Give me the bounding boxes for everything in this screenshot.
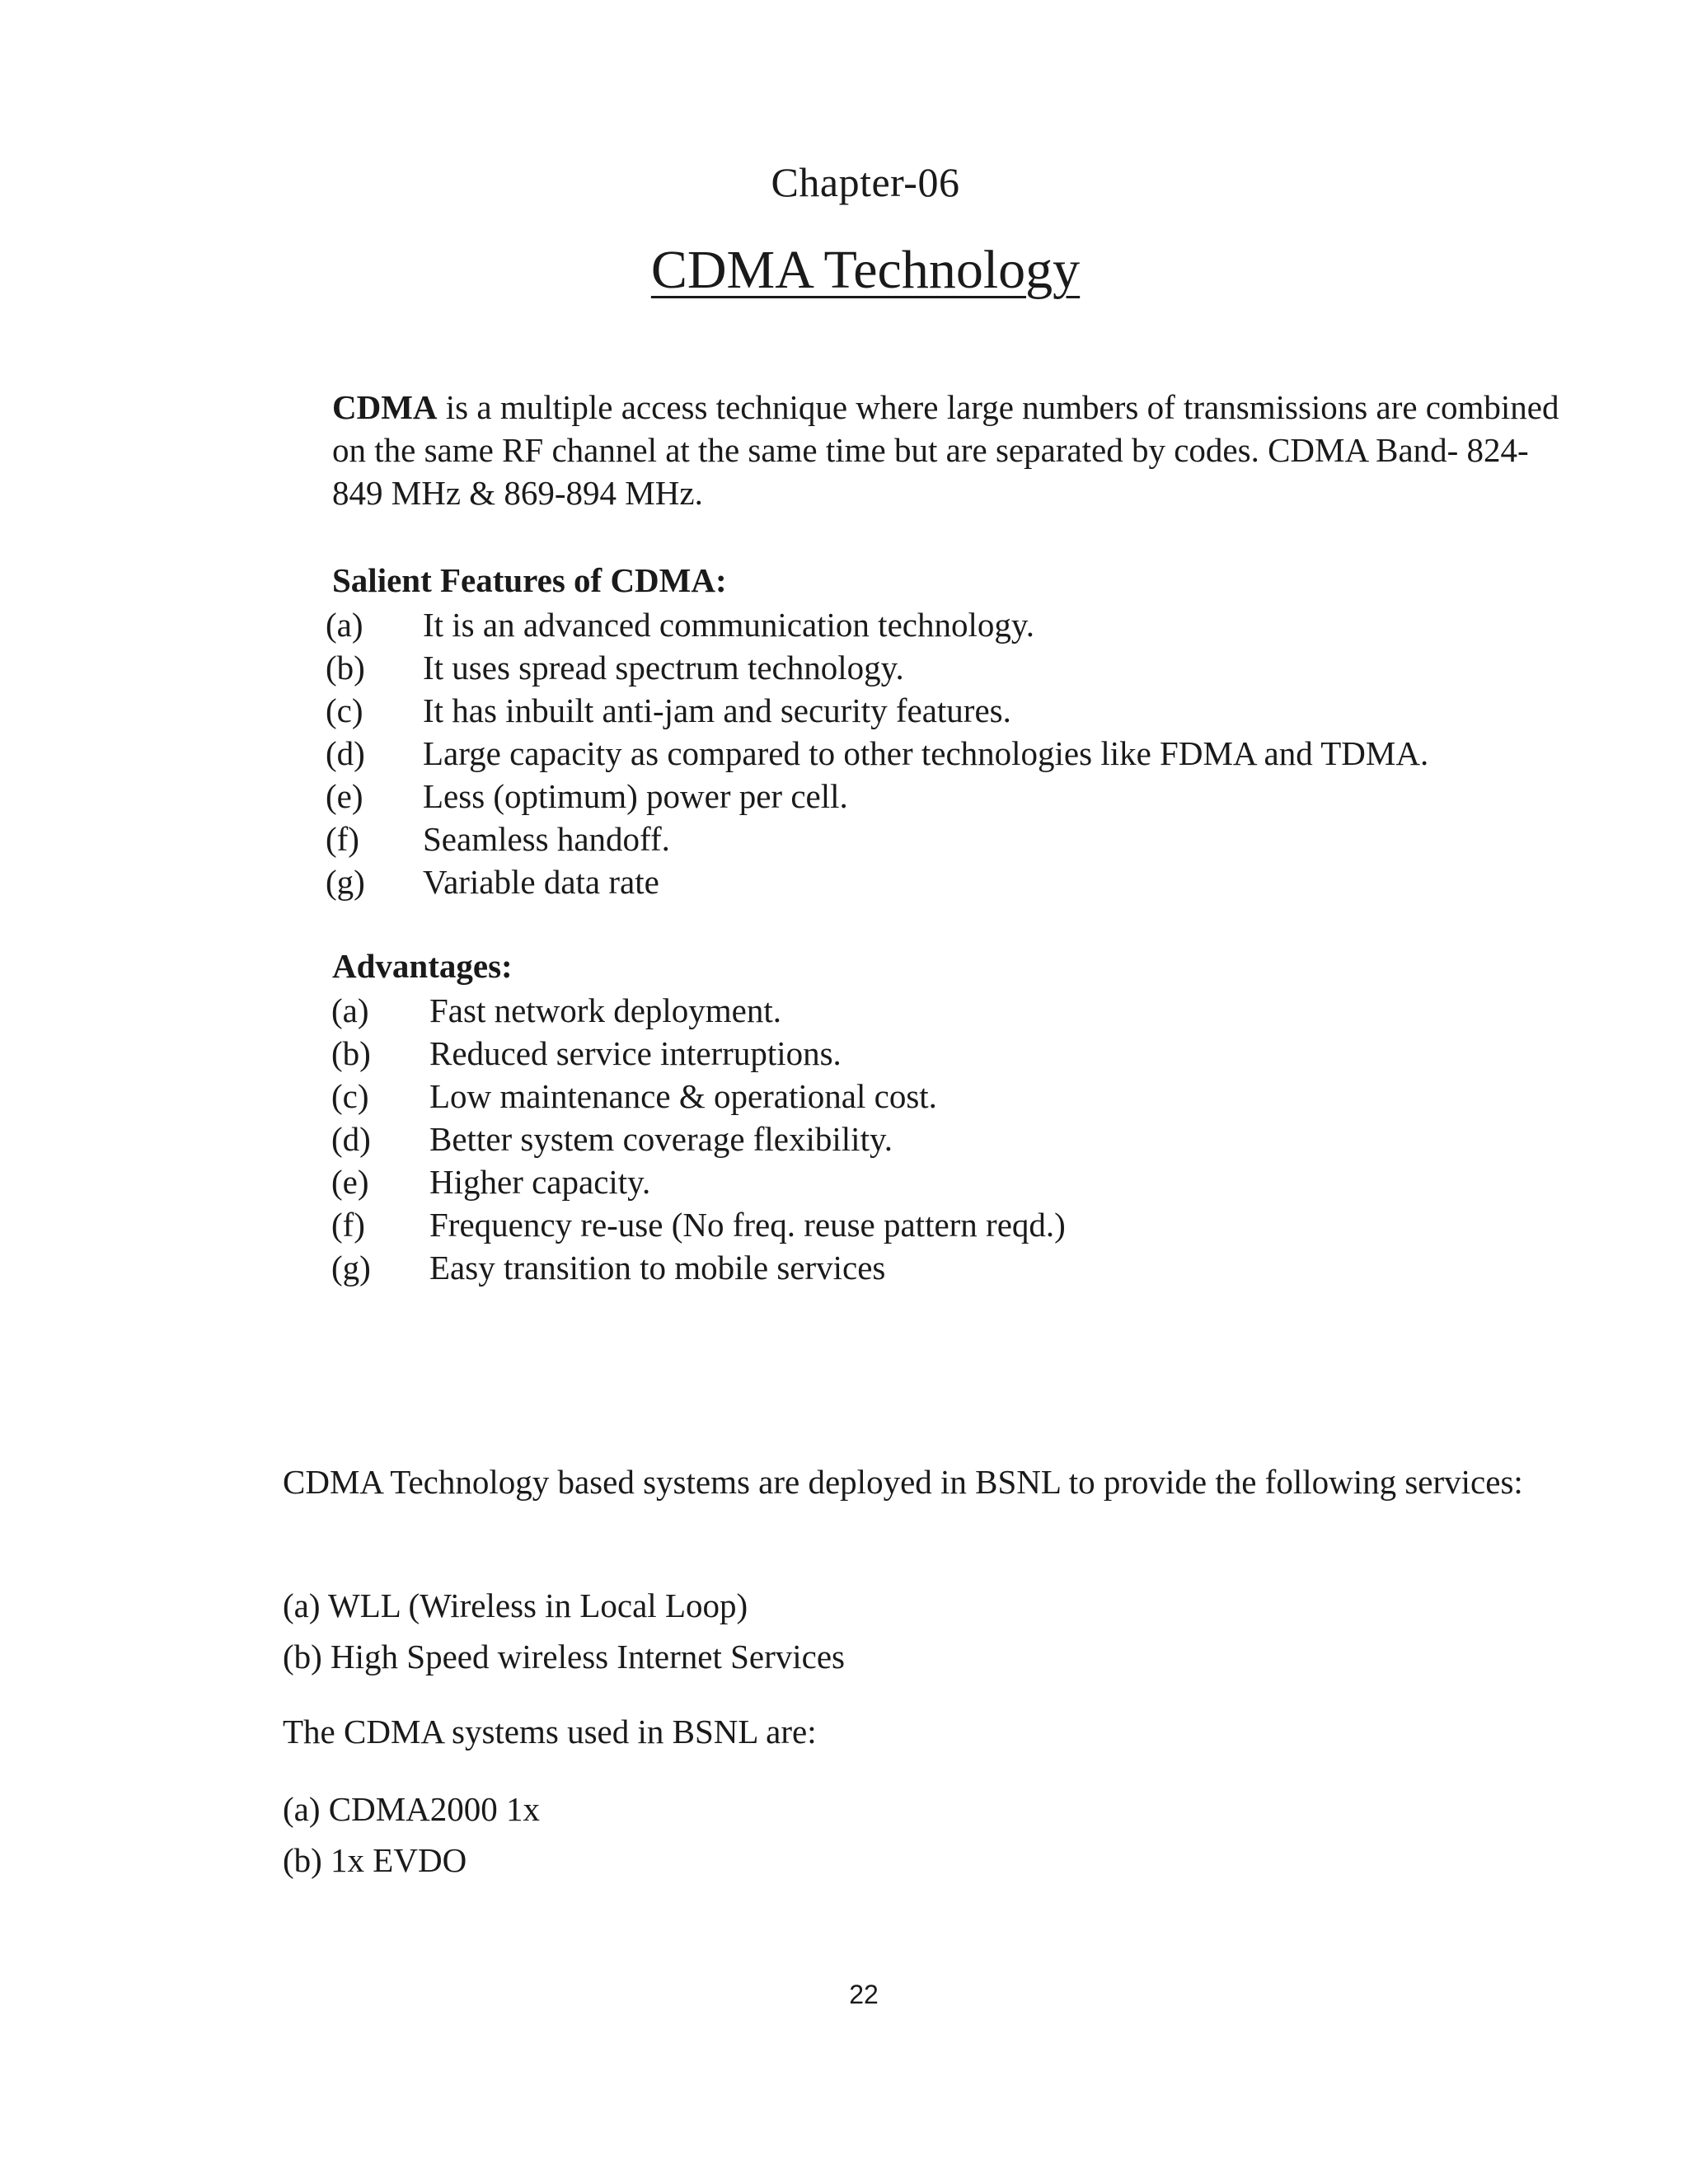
list-item — [326, 1118, 1066, 1160]
list-item — [326, 1203, 1066, 1246]
salient-features-list — [326, 603, 1428, 903]
list-marker: (a) — [331, 991, 369, 1029]
list-item-text: It is an advanced communication technology. — [423, 606, 1034, 644]
list-marker: (c) — [331, 1077, 369, 1115]
list-marker: (e) — [331, 1163, 369, 1201]
list-item — [326, 1160, 1066, 1203]
list-marker: (d) — [326, 734, 365, 772]
list-item — [326, 775, 1428, 818]
list-item: (a) CDMA2000 1x — [283, 1790, 541, 1828]
page-number: 22 — [849, 1980, 879, 2009]
systems-intro: The CDMA systems used in BSNL are: — [283, 1713, 817, 1750]
advantages-heading: Advantages: — [332, 947, 513, 985]
intro-term: CDMA — [332, 388, 438, 426]
list-item — [326, 646, 1428, 689]
list-item-text: Seamless handoff. — [423, 820, 670, 858]
list-item-text: Variable data rate — [423, 863, 659, 901]
salient-features-heading: Salient Features of CDMA: — [332, 561, 727, 599]
list-item — [326, 732, 1428, 775]
list-marker: (f) — [331, 1206, 365, 1244]
chapter-label: Chapter-06 — [771, 159, 960, 205]
intro-text: is a multiple access technique where large numbers of transmissions are combined on the same RF channel at the same time but are separated by codes. CDMA Band- 824-849 MHz & 869-894 MHz. — [332, 388, 1559, 512]
list-item-text: Frequency re-use (No freq. reuse pattern reqd.) — [429, 1206, 1066, 1244]
list-item: (b) High Speed wireless Internet Services — [283, 1638, 845, 1675]
list-marker: (b) — [331, 1034, 371, 1072]
deployment-paragraph: CDMA Technology based systems are deployed in BSNL to provide the following services: — [283, 1463, 1523, 1501]
list-item-text: Fast network deployment. — [429, 991, 782, 1029]
systems-list — [283, 1783, 540, 1886]
services-list — [283, 1580, 845, 1682]
list-item — [326, 689, 1428, 732]
list-item: (a) WLL (Wireless in Local Loop) — [283, 1586, 748, 1624]
list-item — [326, 1032, 1066, 1075]
list-marker: (g) — [331, 1249, 371, 1286]
list-item-text: Low maintenance & operational cost. — [429, 1077, 937, 1115]
list-marker: (g) — [326, 863, 365, 901]
list-item-text: Large capacity as compared to other technologies like FDMA and TDMA. — [423, 734, 1429, 772]
list-marker: (c) — [326, 691, 363, 729]
list-item-text: It uses spread spectrum technology. — [423, 649, 904, 687]
list-marker: (e) — [326, 777, 363, 815]
advantages-list — [326, 989, 1066, 1289]
list-item — [326, 989, 1066, 1032]
list-item-text: Higher capacity. — [429, 1163, 651, 1201]
list-item — [326, 860, 1428, 903]
list-item-text: Better system coverage flexibility. — [429, 1120, 893, 1158]
list-item — [326, 1246, 1066, 1289]
list-marker: (a) — [326, 606, 363, 644]
list-item — [326, 1075, 1066, 1118]
list-item: (b) 1x EVDO — [283, 1841, 467, 1879]
list-marker: (b) — [326, 649, 365, 687]
list-marker: (d) — [331, 1120, 371, 1158]
list-item-text: Easy transition to mobile services — [429, 1249, 886, 1286]
page-title: CDMA Technology — [650, 240, 1081, 300]
intro-paragraph — [332, 386, 1568, 514]
list-item — [326, 603, 1428, 646]
list-item-text: It has inbuilt anti-jam and security features. — [423, 691, 1011, 729]
list-item-text: Less (optimum) power per cell. — [423, 777, 848, 815]
list-item-text: Reduced service interruptions. — [429, 1034, 842, 1072]
list-item — [326, 818, 1428, 860]
list-marker: (f) — [326, 820, 359, 858]
